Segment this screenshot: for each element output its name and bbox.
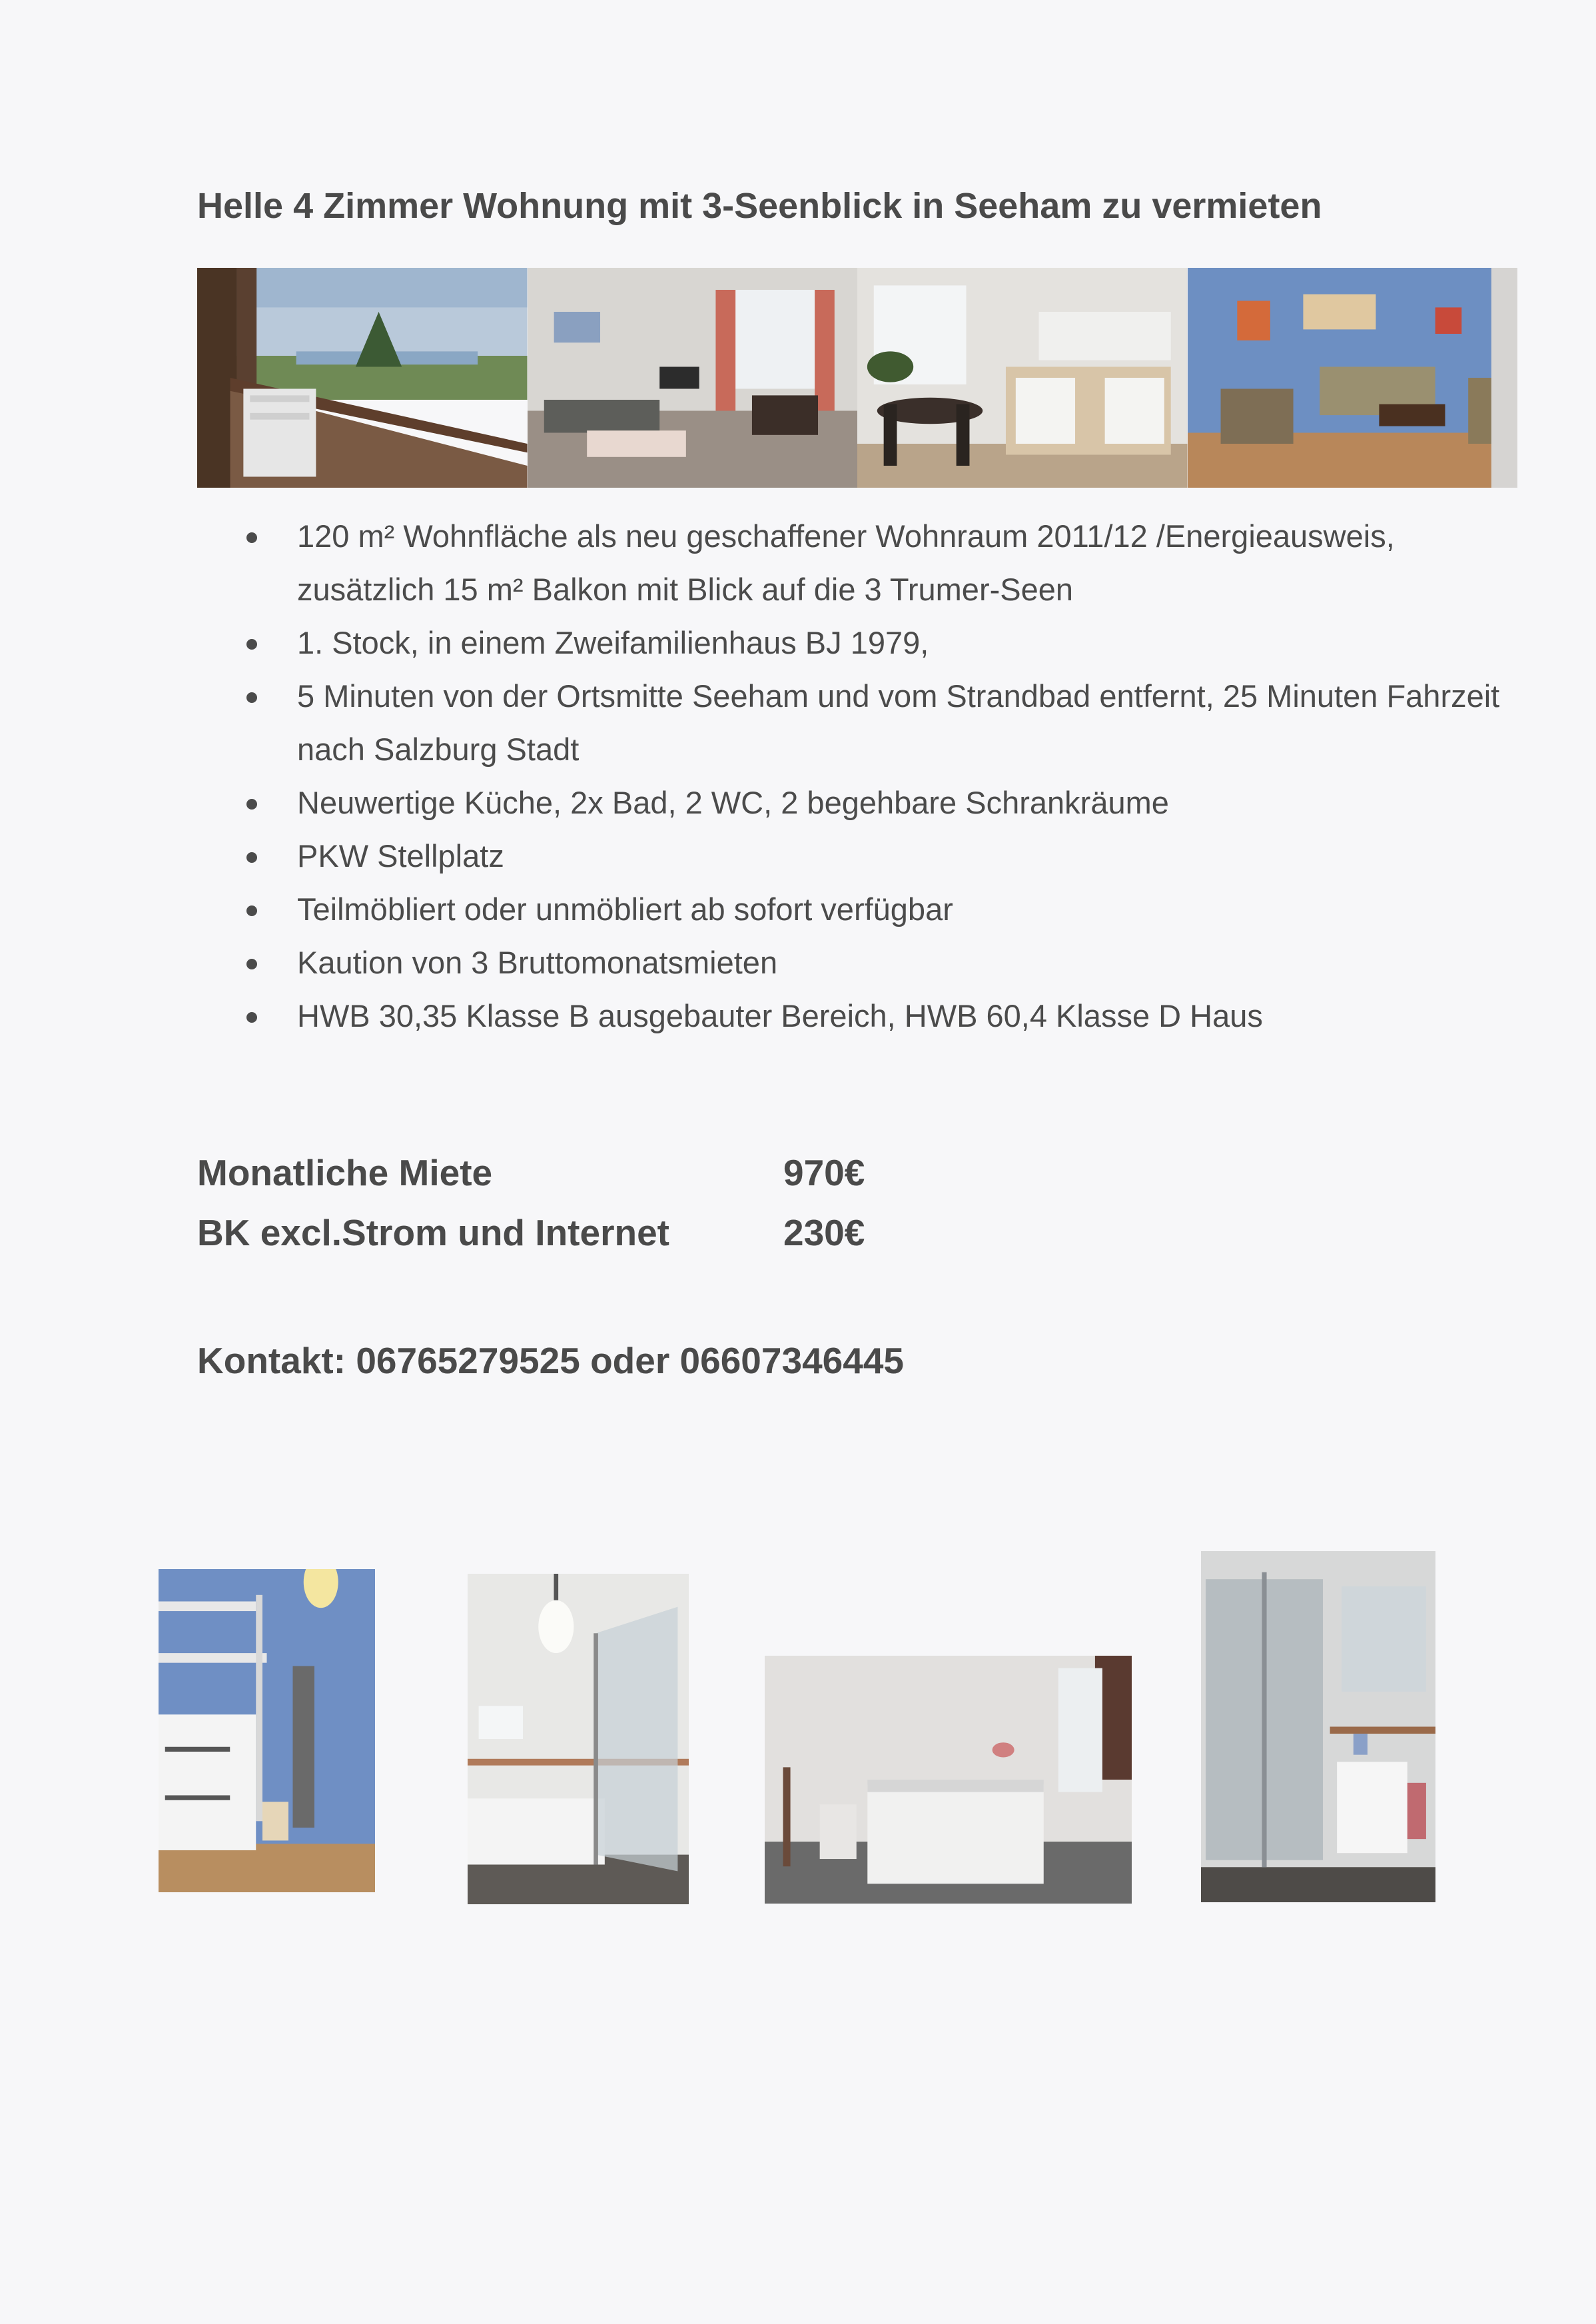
feature-item: Neuwertige Küche, 2x Bad, 2 WC, 2 begehbare Schrankräume	[246, 776, 1512, 830]
bk-value: 230€	[783, 1212, 865, 1253]
photo-shower-room	[1201, 1551, 1435, 1902]
photo-blue-living-room	[1188, 268, 1518, 488]
photo-living-dining	[528, 268, 858, 488]
feature-list	[246, 510, 1512, 1043]
feature-item: Kaution von 3 Bruttomonatsmieten	[246, 936, 1512, 989]
photo-balcony	[197, 268, 528, 488]
feature-item: PKW Stellplatz	[246, 830, 1512, 883]
photo-walk-in-closet	[159, 1569, 375, 1892]
photo-bathroom-tub	[468, 1574, 689, 1904]
photo-kitchen	[857, 268, 1188, 488]
feature-item: 1. Stock, in einem Zweifamilienhaus BJ 1979,	[246, 616, 1512, 670]
listing-title: Helle 4 Zimmer Wohnung mit 3-Seenblick in Seeham zu vermieten	[197, 186, 1322, 226]
rent-row-monthly	[197, 1143, 865, 1203]
feature-item: 120 m² Wohnfläche als neu geschaffener Wohnraum 2011/12 /Energieausweis, zusätzlich 15 m² Balkon mit Blick auf die 3 Trumer-Seen	[246, 510, 1512, 616]
feature-item: Teilmöbliert oder unmöbliert ab sofort verfügbar	[246, 883, 1512, 936]
photo-bedroom	[765, 1656, 1132, 1904]
monthly-rent-label: Monatliche Miete	[197, 1152, 493, 1193]
contact-line: Kontakt: 06765279525 oder 06607346445	[197, 1340, 905, 1381]
rent-table	[197, 1143, 865, 1263]
photo-strip	[197, 268, 1517, 488]
feature-item: HWB 30,35 Klasse B ausgebauter Bereich, HWB 60,4 Klasse D Haus	[246, 989, 1512, 1043]
feature-item: 5 Minuten von der Ortsmitte Seeham und vom Strandbad entfernt, 25 Minuten Fahrzeit nach Salzburg Stadt	[246, 670, 1512, 776]
rent-row-bk	[197, 1203, 865, 1263]
monthly-rent-value: 970€	[783, 1152, 865, 1193]
bk-label: BK excl.Strom und Internet	[197, 1212, 669, 1253]
